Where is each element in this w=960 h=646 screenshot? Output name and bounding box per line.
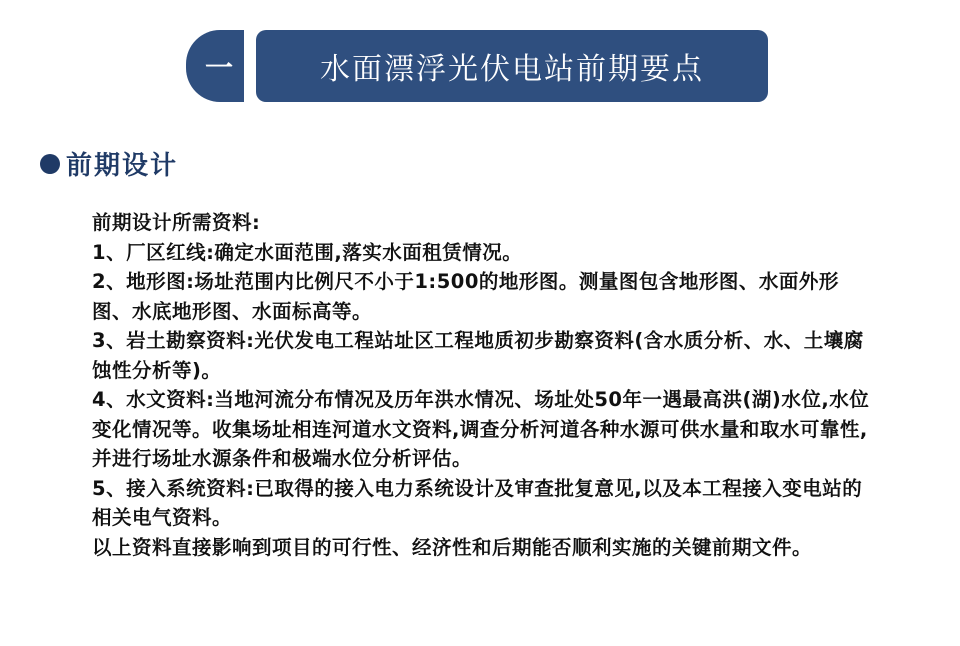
title-bar xyxy=(256,30,768,102)
list-item-4: 4、水文资料:当地河流分布情况及历年洪水情况、场址处50年一遇最高洪(湖)水位,水位变化情况等。收集场址相连河道水文资料,调查分析河道各种水源可供水量和取水可靠性,并进行场址水源条件和极端水位分析评估。 xyxy=(92,388,870,470)
list-item-2: 2、地形图:场址范围内比例尺不小于1:500的地形图。测量图包含地形图、水面外形图、水底地形图、水面标高等。 xyxy=(92,270,839,323)
list-item-1: 1、厂区红线:确定水面范围,落实水面租赁情况。 xyxy=(92,240,523,264)
section-number-badge xyxy=(186,30,244,102)
section-heading: 前期设计 xyxy=(66,151,179,181)
list-item-5: 5、接入系统资料:已取得的接入电力系统设计及审查批复意见,以及本工程接入变电站的相关电气资料。 xyxy=(92,476,863,529)
section-heading-row xyxy=(40,145,178,182)
body-conclusion: 以上资料直接影响到项目的可行性、经济性和后期能否顺利实施的关键前期文件。 xyxy=(92,535,813,559)
section-number: 一 xyxy=(204,51,233,84)
list-item-3: 3、岩土勘察资料:光伏发电工程站址区工程地质初步勘察资料(含水质分析、水、土壤腐蚀性分析等)。 xyxy=(92,329,864,382)
body-content xyxy=(92,208,870,562)
body-intro: 前期设计所需资料: xyxy=(92,211,261,234)
bullet-dot-icon xyxy=(40,154,60,174)
page-title: 水面漂浮光伏电站前期要点 xyxy=(320,52,704,87)
